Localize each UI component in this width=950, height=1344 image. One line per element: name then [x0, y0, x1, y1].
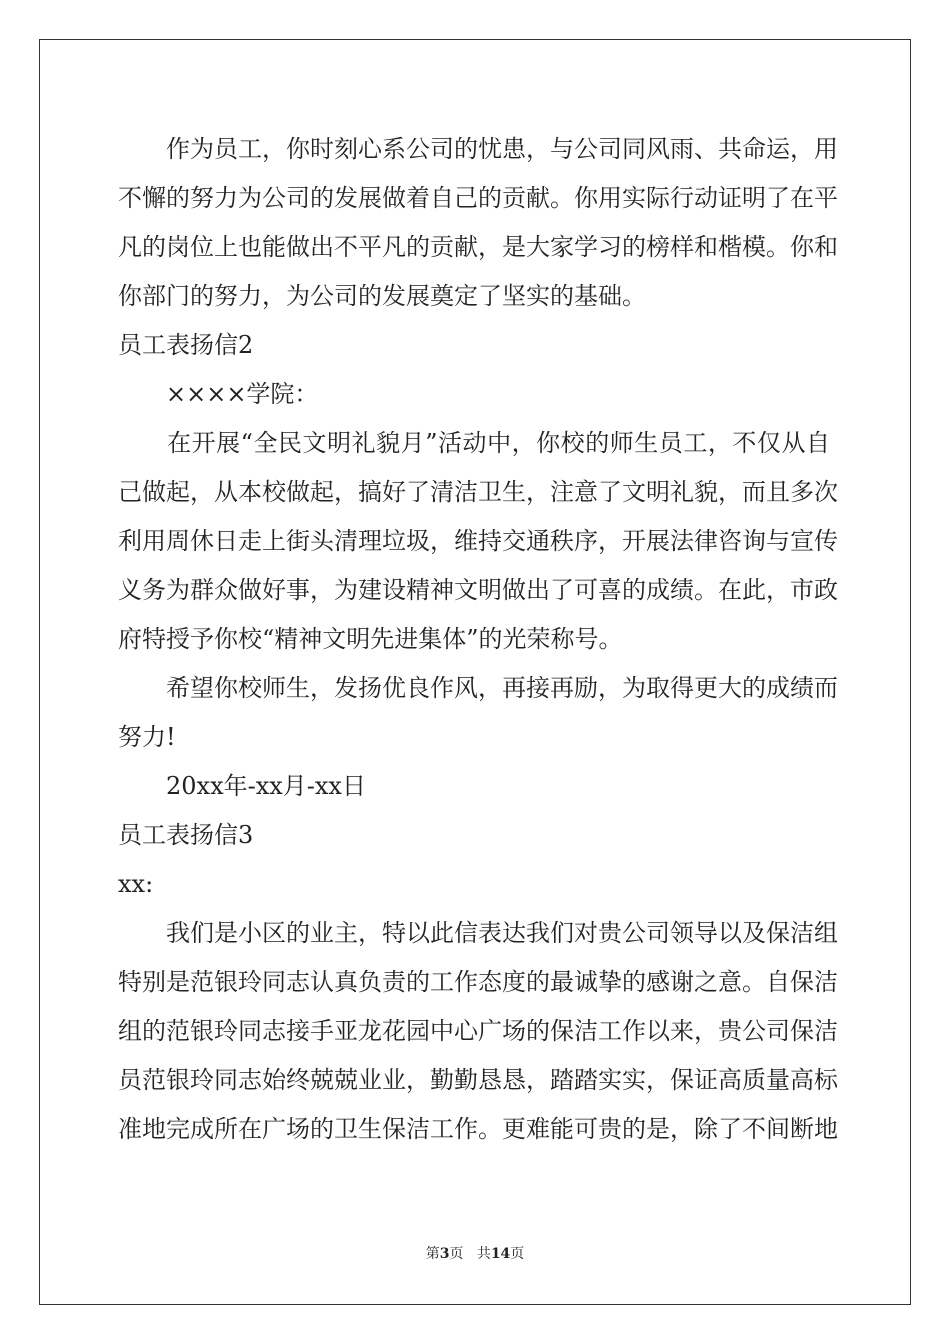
paragraph-line: 希望你校师生，发扬优良作风，再接再励，为取得更大的成绩而: [118, 674, 838, 702]
paragraph-line: 己做起，从本校做起，搞好了清洁卫生，注意了文明礼貌，而且多次: [118, 478, 838, 506]
paragraph-line: 不懈的努力为公司的发展做着自己的贡献。你用实际行动证明了在平: [118, 184, 838, 212]
paragraph-line: 府特授予你校“精神文明先进集体”的光荣称号。: [118, 625, 623, 653]
page-prefix: 第: [425, 1246, 440, 1262]
total-suffix: 页: [510, 1246, 525, 1262]
paragraph-line: 努力!: [118, 723, 176, 751]
total-prefix: 共: [476, 1246, 491, 1262]
paragraph-line: 利用周休日走上街头清理垃圾，维持交通秩序，开展法律咨询与宣传: [118, 527, 838, 555]
paragraph-line: 准地完成所在广场的卫生保洁工作。更难能可贵的是，除了不间断地: [118, 1115, 838, 1143]
page-footer: [0, 1245, 950, 1263]
paragraph-line: 我们是小区的业主，特以此信表达我们对贵公司领导以及保洁组: [118, 919, 838, 947]
page-number: 3: [439, 1246, 450, 1262]
salutation: ××××学院：: [118, 380, 319, 408]
paragraph-line: 义务为群众做好事，为建设精神文明做出了可喜的成绩。在此，市政: [118, 576, 838, 604]
paragraph-line: 作为员工，你时刻心系公司的忧患，与公司同风雨、共命运，用: [118, 135, 838, 163]
letter-date: 20xx年-xx月-xx日: [118, 772, 366, 800]
paragraph-line: 你部门的努力，为公司的发展奠定了坚实的基础。: [118, 282, 646, 310]
paragraph-line: 特别是范银玲同志认真负责的工作态度的最诚挚的感谢之意。自保洁: [118, 968, 838, 996]
section-heading: 员工表扬信3: [118, 821, 254, 849]
paragraph-line: 员范银玲同志始终兢兢业业，勤勤恳恳，踏踏实实，保证高质量高标: [118, 1066, 838, 1094]
paragraph-line: 凡的岗位上也能做出不平凡的贡献，是大家学习的榜样和楷模。你和: [118, 233, 838, 261]
paragraph-line: 组的范银玲同志接手亚龙花园中心广场的保洁工作以来，贵公司保洁: [118, 1017, 838, 1045]
total-pages: 14: [490, 1246, 511, 1262]
section-heading: 员工表扬信2: [118, 331, 254, 359]
page-suffix: 页: [449, 1246, 464, 1262]
salutation: xx:: [118, 870, 154, 898]
paragraph-line: 在开展“全民文明礼貌月”活动中，你校的师生员工，不仅从自: [118, 429, 830, 457]
